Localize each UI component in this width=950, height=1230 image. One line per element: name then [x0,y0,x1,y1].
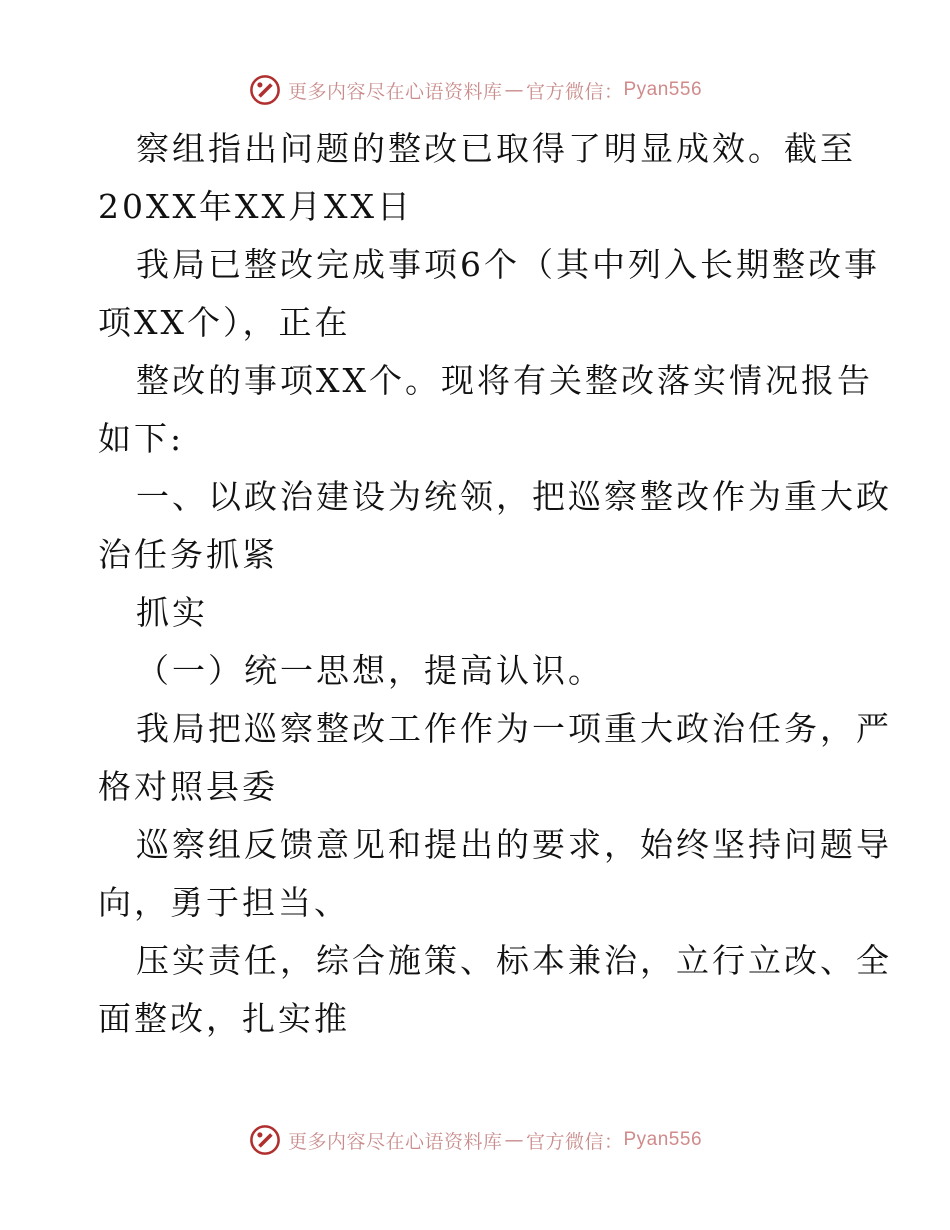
watermark-footer [0,1120,950,1160]
watermark-label: 官方微信： [525,80,624,103]
subsection-heading: （一）统一思想，提高认识。 [136,651,604,690]
doc-line: 向，勇于担当、 [98,883,350,922]
watermark-dash: — [504,1129,524,1151]
doc-line: 格对照县委 [98,767,278,806]
watermark-id: Pyan556 [623,79,703,100]
logo-icon [248,73,282,107]
doc-line: 察组指出问题的整改已取得了明显成效。截至 [136,129,856,168]
doc-line: 20XX年XX月XX日 [98,187,413,226]
doc-line: 整改的事项XX个。现将有关整改落实情况报告 [136,361,873,400]
logo-icon [248,1123,282,1157]
watermark-text: 更多内容尽在心语资料库 [287,80,503,103]
watermark-text: 更多内容尽在心语资料库 [287,1130,503,1153]
section-heading-cont: 治任务抓紧 [98,535,278,574]
doc-line: 项XX个），正在 [98,303,351,342]
doc-line: 巡察组反馈意见和提出的要求，始终坚持问题导 [136,825,892,864]
document-body [98,120,892,1048]
watermark-header [0,70,950,110]
doc-line: 面整改，扎实推 [98,999,350,1038]
watermark-id: Pyan556 [623,1129,703,1150]
watermark-dash: — [504,79,524,101]
section-heading-cont: 抓实 [136,593,208,632]
doc-line: 我局把巡察整改工作作为一项重大政治任务，严 [136,709,892,748]
watermark-label: 官方微信： [525,1130,624,1153]
doc-line: 压实责任，综合施策、标本兼治，立行立改、全 [136,941,892,980]
doc-line: 我局已整改完成事项6个（其中列入长期整改事 [136,245,880,284]
section-heading: 一、以政治建设为统领，把巡察整改作为重大政 [136,477,892,516]
doc-line: 如下: [98,419,185,458]
